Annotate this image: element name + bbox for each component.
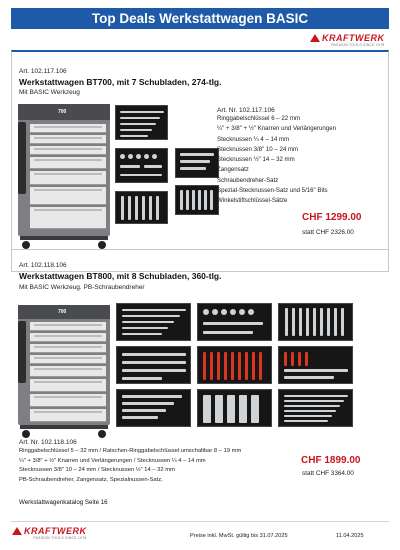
- logo-tagline: PASSION TOOLS SINCE 1978: [33, 536, 87, 540]
- product2-article-number: Art. 102.118.106: [19, 262, 67, 269]
- list-item: ¼" + 3/8" + ½" Knarren und Verlängerungen: [217, 125, 336, 133]
- product2-old-price: statt CHF 3364.00: [302, 470, 354, 477]
- list-item: ¼" + 3/8" + ½" Knarren und Verlängerungen / Stecknussen ¼ 4 – 14 mm: [19, 457, 206, 464]
- list-item: Schraubendreher-Satz: [217, 176, 279, 184]
- product2-subtitle: Mit BASIC Werkzeug. PB-Schraubendreher: [19, 284, 145, 291]
- list-item: Stecknussen ¼ 4 – 14 mm: [217, 135, 290, 143]
- tool-tray-wrenches: [115, 105, 168, 140]
- tool-tray-combination-spanners: [278, 303, 353, 341]
- tool-tray-red-pliers: [197, 346, 272, 384]
- tool-tray-screwdrivers: [175, 185, 219, 215]
- list-item: Stecknussen 3/8" 10 – 24 mm: [217, 145, 299, 153]
- logo-text: KRAFTWERK: [24, 526, 87, 536]
- tool-tray-extensions: [116, 389, 191, 427]
- logo-triangle-icon: [310, 34, 320, 42]
- product2-title: Werkstattwagen BT800, mit 8 Schubladen, 360-tlg.: [19, 271, 222, 281]
- product1-subtitle: Mit BASIC Werkzeug: [19, 89, 80, 96]
- catalog-reference: Werkstattwagenkatalog Seite 16: [19, 499, 108, 506]
- product1-trolley-image: [18, 104, 110, 254]
- product1-title: Werkstattwagen BT700, mit 7 Schubladen, 274-tlg.: [19, 77, 222, 87]
- product1-price: CHF 1299.00: [302, 212, 362, 223]
- tool-tray-hex-keys: [278, 389, 353, 427]
- product2-details-list: [19, 447, 241, 485]
- tool-tray-pliers: [175, 148, 219, 178]
- tool-tray-sockets-2: [197, 303, 272, 341]
- tool-tray-screwdrivers-2: [278, 346, 353, 384]
- logo-tagline: PASSION TOOLS SINCE 1978: [331, 43, 385, 47]
- product1-details-list: [217, 114, 336, 207]
- list-item: Ringgabelschlüssel 5 – 32 mm / Ratschen-Ringgabelschlüssel umschaltbar 8 – 19 mm: [19, 448, 242, 454]
- tool-tray-ratchets: [115, 191, 168, 224]
- product2-trolley-image: [18, 305, 110, 443]
- logo-text: KRAFTWERK: [322, 33, 385, 43]
- list-item: Stecknussen ½" 14 – 32 mm: [217, 156, 295, 164]
- kraftwerk-logo-footer: [12, 526, 87, 540]
- footer-divider: [11, 521, 389, 522]
- kraftwerk-logo: [310, 33, 385, 47]
- product1-old-price: statt CHF 2326.00: [302, 229, 354, 236]
- document-date: 11.04.2025: [336, 533, 364, 539]
- tool-tray-sockets: [115, 148, 168, 183]
- tool-tray-bits: [116, 346, 191, 384]
- trolley-badge: 700: [58, 109, 67, 115]
- tool-tray-ring-spanners: [116, 303, 191, 341]
- list-item: Winkelstiftschlüssel-Sätze: [217, 197, 288, 205]
- product1-details-article: Art. Nr. 102.117.106: [217, 107, 275, 114]
- logo-triangle-icon: [12, 527, 22, 535]
- product1-article-number: Art. 102.117.106: [19, 68, 67, 75]
- list-item: Stecknussen 3/8" 10 – 24 mm / Stecknussen ½" 14 – 32 mm: [19, 467, 175, 474]
- tool-tray-hammers: [197, 389, 272, 427]
- page-title: Top Deals Werkstattwagen BASIC: [11, 8, 389, 29]
- list-item: PB-Schraubendreher, Zangensatz, Spezialnussen-Satz,: [19, 476, 163, 483]
- list-item: Ringgabelschlüssel 6 – 22 mm: [217, 115, 300, 122]
- trolley-badge: 700: [58, 309, 67, 315]
- list-item: Zangensatz: [217, 166, 249, 174]
- price-validity-note: Preise inkl. MwSt. gültig bis 31.07.2025: [190, 533, 288, 539]
- list-item: Spezial-Stecknussen-Satz und 5/16" Bits: [217, 187, 328, 195]
- product2-price: CHF 1899.00: [301, 455, 361, 466]
- product2-details-article: Art. Nr. 102.118.106: [19, 439, 77, 446]
